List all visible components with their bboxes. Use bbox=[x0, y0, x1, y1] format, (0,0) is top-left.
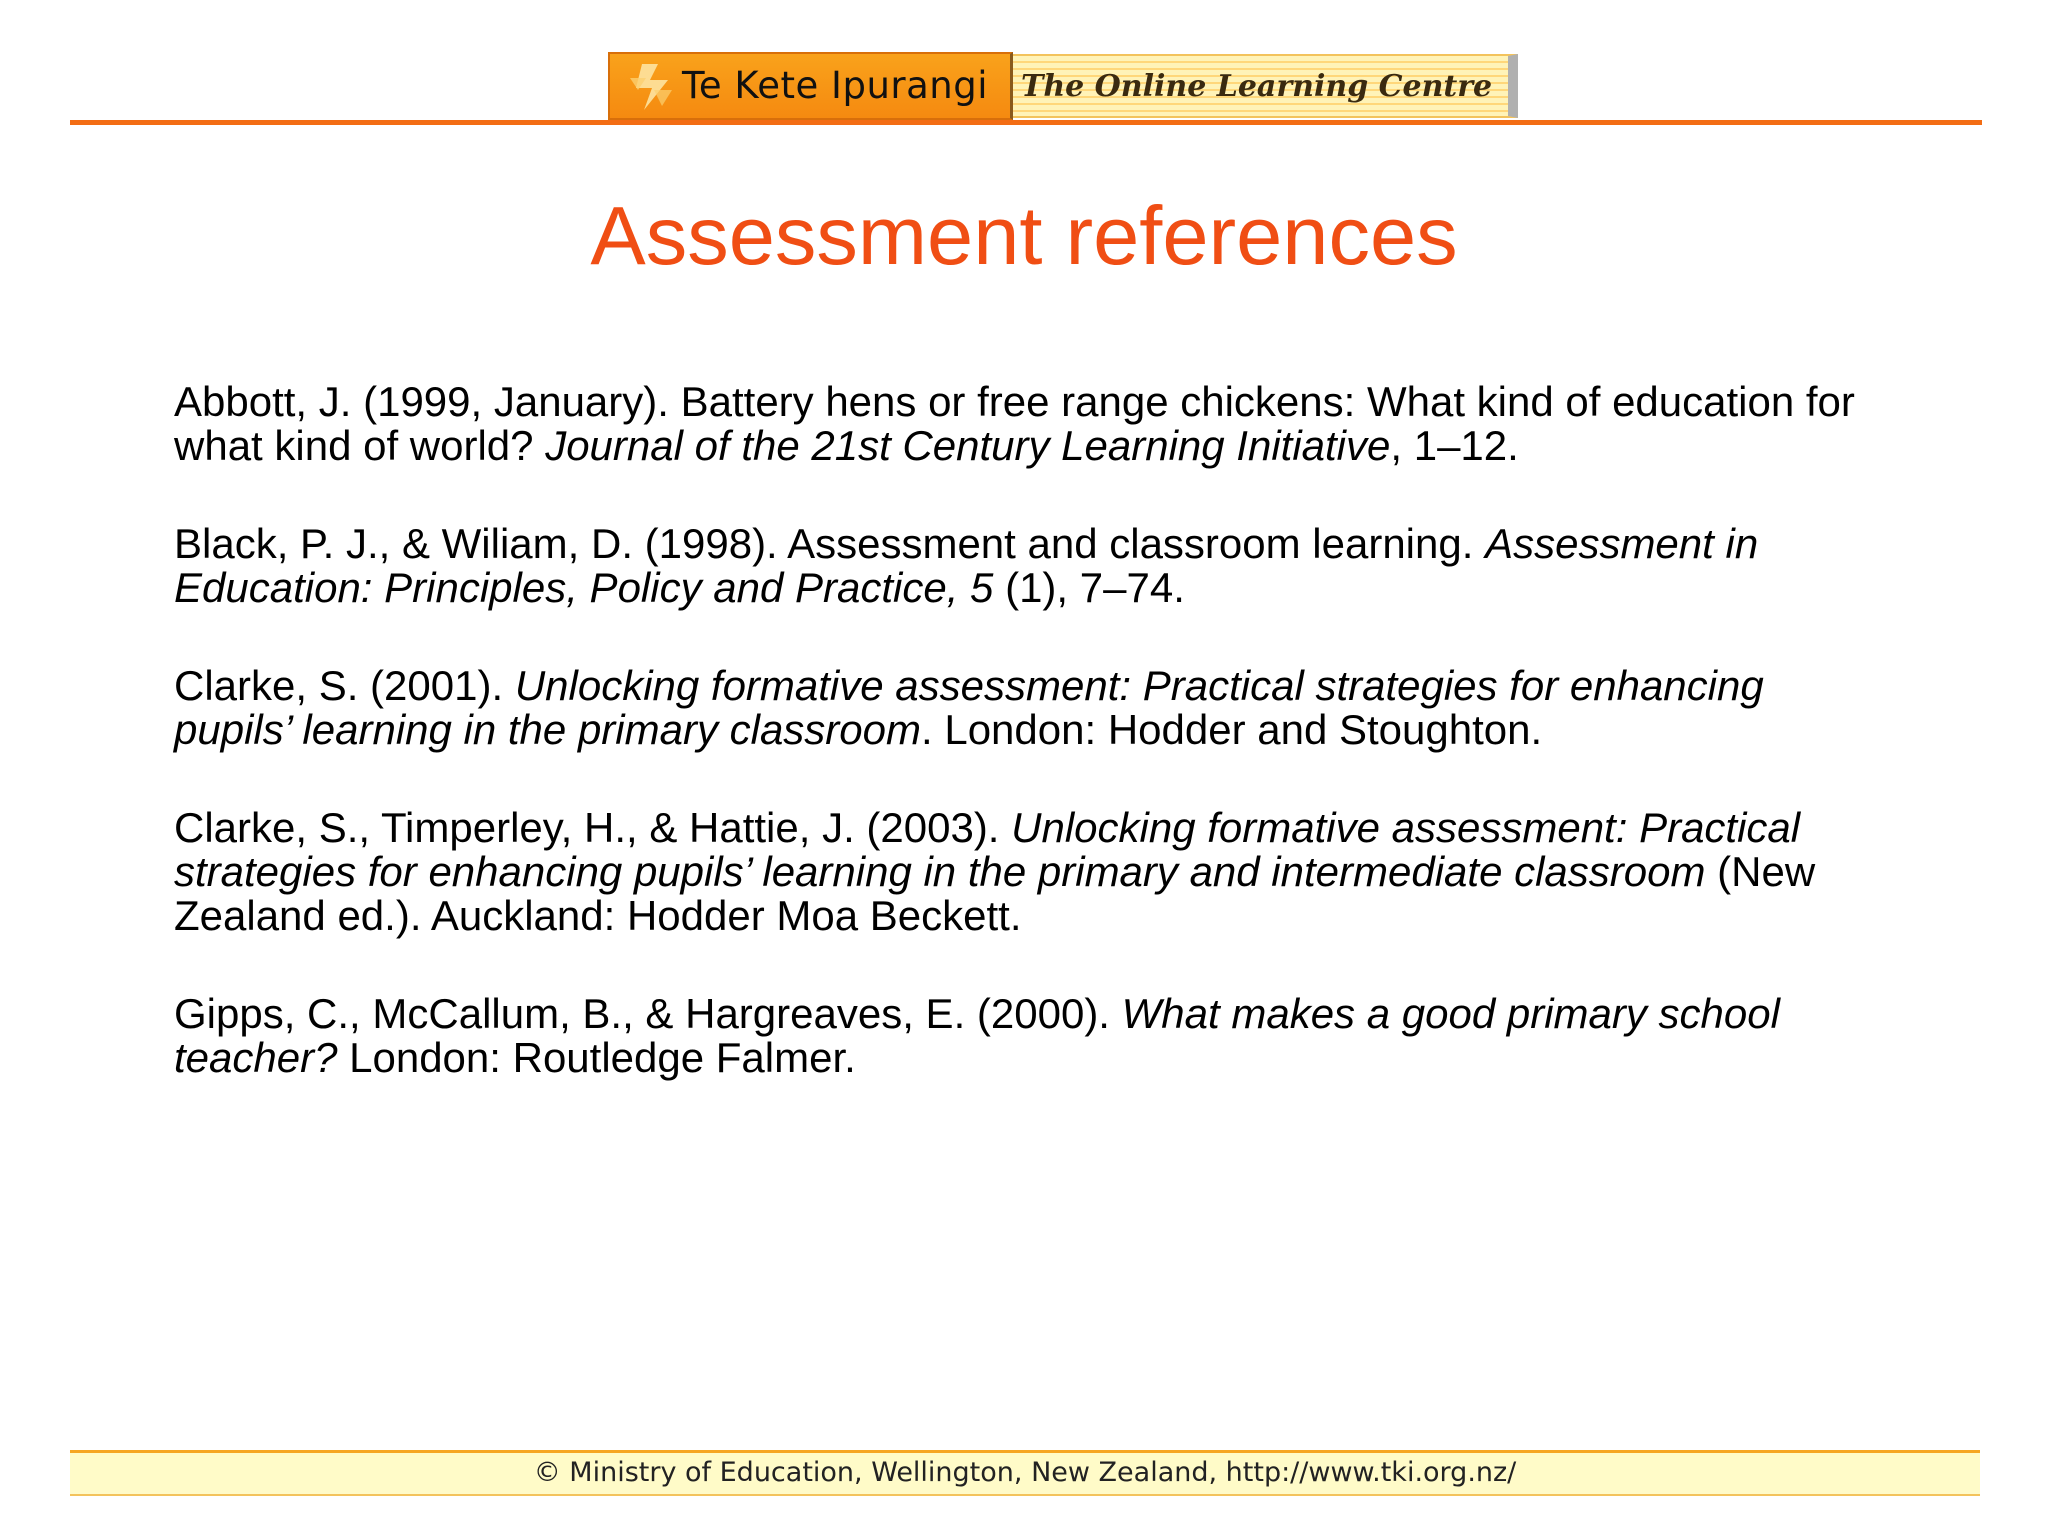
tki-logo-icon bbox=[624, 60, 684, 114]
reference-text: , 1–12. bbox=[1390, 422, 1519, 469]
brand-name: Te Kete Ipurangi bbox=[682, 64, 989, 107]
reference-title-text: Unlocking formative assessment: Practical strategies for enhancing pupils’ learning in the primary and intermediate classroom bbox=[174, 804, 1801, 895]
header-banner bbox=[608, 52, 1518, 122]
reference-title-text: Journal of the 21st Century Learning Initiative bbox=[545, 422, 1391, 469]
reference-text: Abbott, J. (1999, January). Battery hens or free range chickens: What kind of education for what kind of world? bbox=[174, 378, 1855, 469]
reference-item bbox=[174, 522, 1874, 610]
page-title: Assessment references bbox=[590, 189, 1458, 282]
reference-text: London: Routledge Falmer. bbox=[337, 1034, 856, 1081]
reference-item bbox=[174, 992, 1874, 1080]
reference-item bbox=[174, 380, 1874, 468]
reference-text: Clarke, S. (2001). bbox=[174, 662, 515, 709]
reference-title-text: What makes a good primary school teacher? bbox=[174, 990, 1780, 1081]
reference-text: . London: Hodder and Stoughton. bbox=[921, 706, 1543, 753]
tagline-block bbox=[1013, 54, 1518, 118]
reference-text: Clarke, S., Timperley, H., & Hattie, J. (2003). bbox=[174, 804, 1012, 851]
reference-title-text: Assessment in Education: Principles, Policy and Practice, 5 bbox=[174, 520, 1759, 611]
reference-text: (New Zealand ed.). Auckland: Hodder Moa Beckett. bbox=[174, 848, 1816, 939]
reference-text: Gipps, C., McCallum, B., & Hargreaves, E. (2000). bbox=[174, 990, 1122, 1037]
top-divider bbox=[70, 120, 1982, 125]
reference-item bbox=[174, 664, 1874, 752]
tagline-text: The Online Learning Centre bbox=[1021, 68, 1493, 104]
footer-copyright: © Ministry of Education, Wellington, New Zealand, http://www.tki.org.nz/ bbox=[70, 1450, 1980, 1496]
brand-block bbox=[608, 52, 1013, 120]
reference-item bbox=[174, 806, 1874, 938]
reference-text: (1), 7–74. bbox=[993, 564, 1185, 611]
reference-text: Black, P. J., & Wiliam, D. (1998). Assessment and classroom learning. bbox=[174, 520, 1486, 567]
reference-list bbox=[174, 380, 1874, 1134]
reference-title-text: Unlocking formative assessment: Practical strategies for enhancing pupils’ learning in the primary classroom bbox=[174, 662, 1764, 753]
